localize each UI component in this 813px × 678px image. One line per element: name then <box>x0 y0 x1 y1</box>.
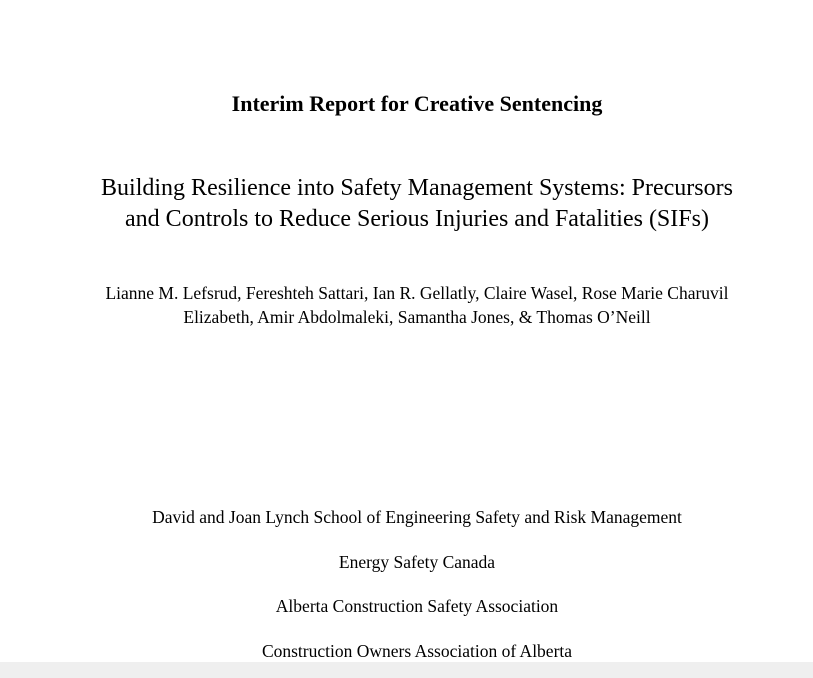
main-title-line-1: Building Resilience into Safety Management Systems: Precursors <box>101 175 733 201</box>
authors-line-2: Elizabeth, Amir Abdolmaleki, Samantha Jones, & Thomas O’Neill <box>183 307 651 327</box>
main-title-line-2: and Controls to Reduce Serious Injuries and Fatalities (SIFs) <box>125 206 709 232</box>
authors-line-1: Lianne M. Lefsrud, Fereshteh Sattari, Ian R. Gellatly, Claire Wasel, Rose Marie Charuvil <box>105 283 729 303</box>
organization-lynch-school: David and Joan Lynch School of Engineering Safety and Risk Management <box>152 507 682 527</box>
organization-construction-owners-association: Construction Owners Association of Alberta <box>261 641 573 661</box>
main-title <box>0 173 813 235</box>
report-title: Interim Report for Creative Sentencing <box>231 91 603 116</box>
authors <box>0 281 813 329</box>
viewer-bottom-strip <box>0 662 813 678</box>
organization-energy-safety-canada: Energy Safety Canada <box>338 552 496 572</box>
organization-alberta-construction-safety-association: Alberta Construction Safety Association <box>275 596 559 616</box>
